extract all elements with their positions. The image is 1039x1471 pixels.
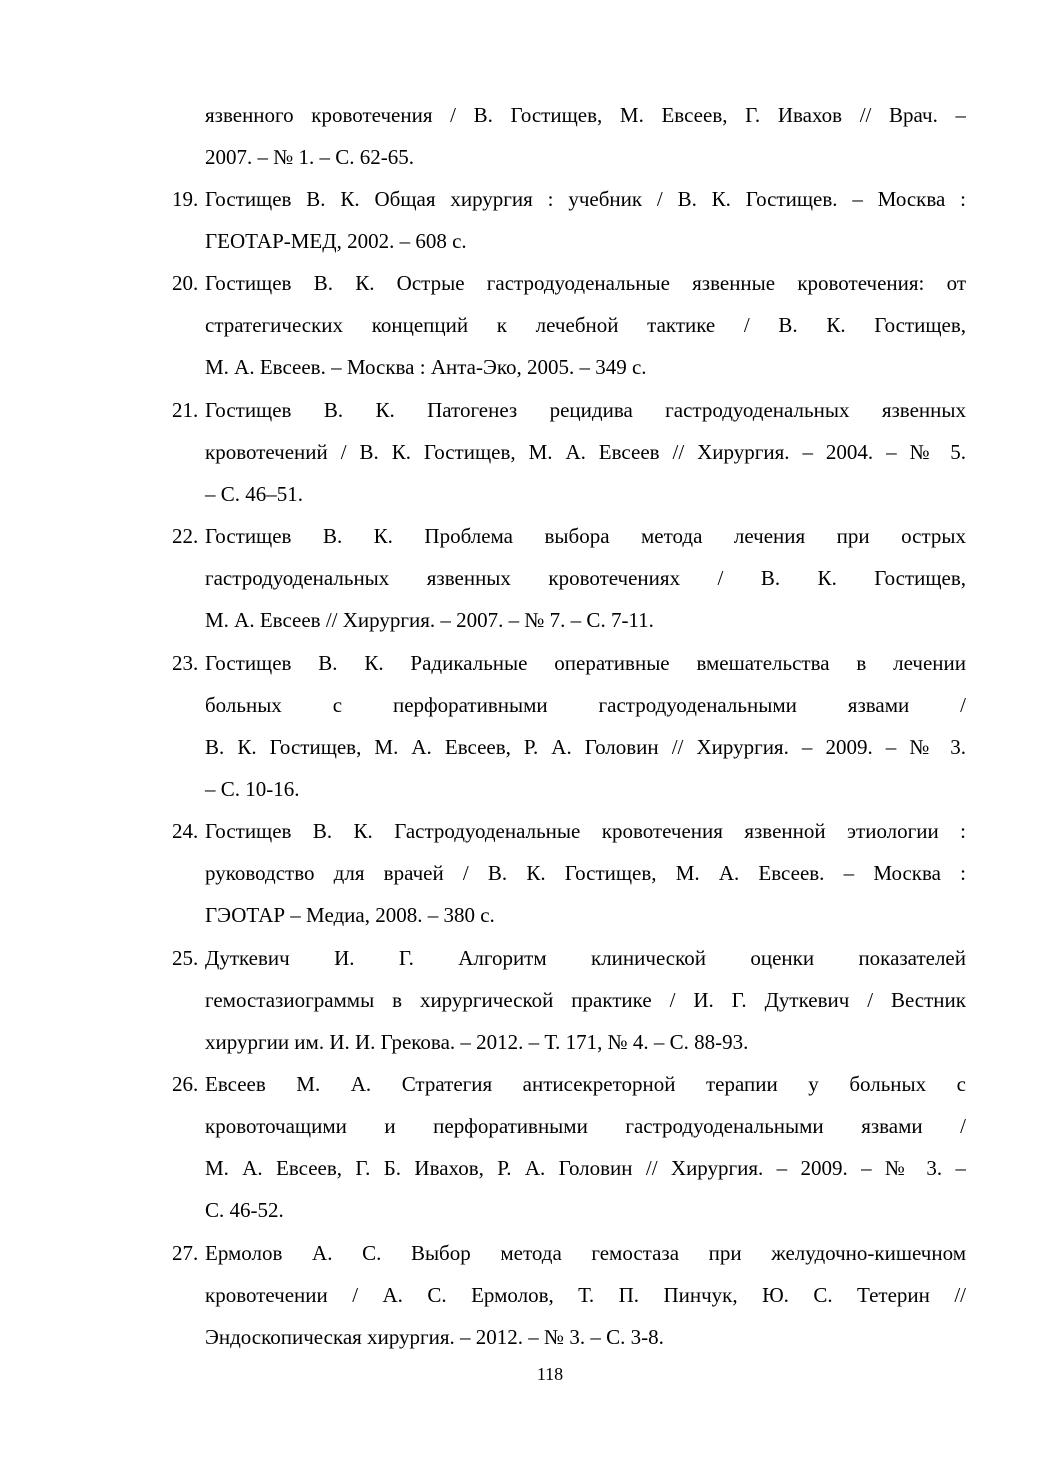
- page-number: 118: [536, 1364, 564, 1384]
- reference-line: гемостазиограммы в хирургической практике / И. Г. Дуткевич / Вестник: [205, 988, 966, 1012]
- reference-number: 25.: [172, 946, 199, 970]
- reference-line: Ермолов А. С. Выбор метода гемостаза при желудочно-кишечном: [205, 1241, 966, 1265]
- reference-line: язвенного кровотечения / В. Гостищев, М. Евсеев, Г. Ивахов // Врач. –: [205, 103, 966, 127]
- reference-line: М. А. Евсеев // Хирургия. – 2007. – № 7. – С. 7-11.: [205, 608, 654, 632]
- reference-number: 20.: [172, 271, 199, 295]
- reference-number: 24.: [172, 819, 199, 843]
- reference-line: ГЕОТАР-МЕД, 2002. – 608 с.: [205, 229, 467, 253]
- reference-line: больных с перфоративными гастродуоденальными язвами /: [205, 693, 966, 717]
- reference-line: Дуткевич И. Г. Алгоритм клинической оценки показателей: [205, 946, 966, 970]
- reference-line: Гостищев В. К. Радикальные оперативные вмешательства в лечении: [205, 651, 966, 675]
- reference-line: М. А. Евсеев, Г. Б. Ивахов, Р. А. Головин // Хирургия. – 2009. – № 3. –: [205, 1156, 966, 1180]
- reference-line: Эндоскопическая хирургия. – 2012. – № 3. – С. 3-8.: [205, 1325, 664, 1349]
- reference-line: 2007. – № 1. – С. 62-65.: [205, 145, 415, 169]
- reference-number: 23.: [172, 651, 199, 675]
- reference-line: руководство для врачей / В. К. Гостищев, М. А. Евсеев. – Москва :: [205, 861, 966, 885]
- reference-line: С. 46-52.: [205, 1198, 284, 1222]
- reference-line: стратегических концепций к лечебной тактике / В. К. Гостищев,: [205, 313, 966, 337]
- reference-number: 22.: [172, 524, 199, 548]
- reference-line: хирургии им. И. И. Грекова. – 2012. – Т. 171, № 4. – С. 88-93.: [205, 1030, 749, 1054]
- reference-line: М. А. Евсеев. – Москва : Анта-Эко, 2005. – 349 с.: [205, 355, 647, 379]
- reference-line: кровоточащими и перфоративными гастродуоденальными язвами /: [205, 1114, 966, 1138]
- reference-line: – С. 10-16.: [205, 777, 300, 801]
- reference-number: 26.: [172, 1072, 199, 1096]
- reference-line: гастродуоденальных язвенных кровотечениях / В. К. Гостищев,: [205, 566, 966, 590]
- reference-line: – С. 46–51.: [205, 482, 304, 506]
- reference-number: 27.: [172, 1241, 199, 1265]
- reference-line: Гостищев В. К. Патогенез рецидива гастродуоденальных язвенных: [205, 398, 966, 422]
- reference-line: Евсеев М. А. Стратегия антисекреторной терапии у больных с: [205, 1072, 966, 1096]
- reference-line: ГЭОТАР – Медиа, 2008. – 380 с.: [205, 903, 495, 927]
- reference-line: кровотечении / А. С. Ермолов, Т. П. Пинчук, Ю. С. Тетерин //: [205, 1283, 966, 1307]
- reference-line: Гостищев В. К. Острые гастродуоденальные язвенные кровотечения: от: [205, 271, 966, 295]
- reference-line: Гостищев В. К. Гастродуоденальные кровотечения язвенной этиологии :: [205, 819, 966, 843]
- reference-line: В. К. Гостищев, М. А. Евсеев, Р. А. Головин // Хирургия. – 2009. – № 3.: [205, 735, 966, 759]
- reference-number: 21.: [172, 398, 199, 422]
- reference-number: 19.: [172, 187, 199, 211]
- reference-line: Гостищев В. К. Общая хирургия : учебник / В. К. Гостищев. – Москва :: [205, 187, 966, 211]
- reference-line: кровотечений / В. К. Гостищев, М. А. Евсеев // Хирургия. – 2004. – № 5.: [205, 440, 966, 464]
- reference-line: Гостищев В. К. Проблема выбора метода лечения при острых: [205, 524, 966, 548]
